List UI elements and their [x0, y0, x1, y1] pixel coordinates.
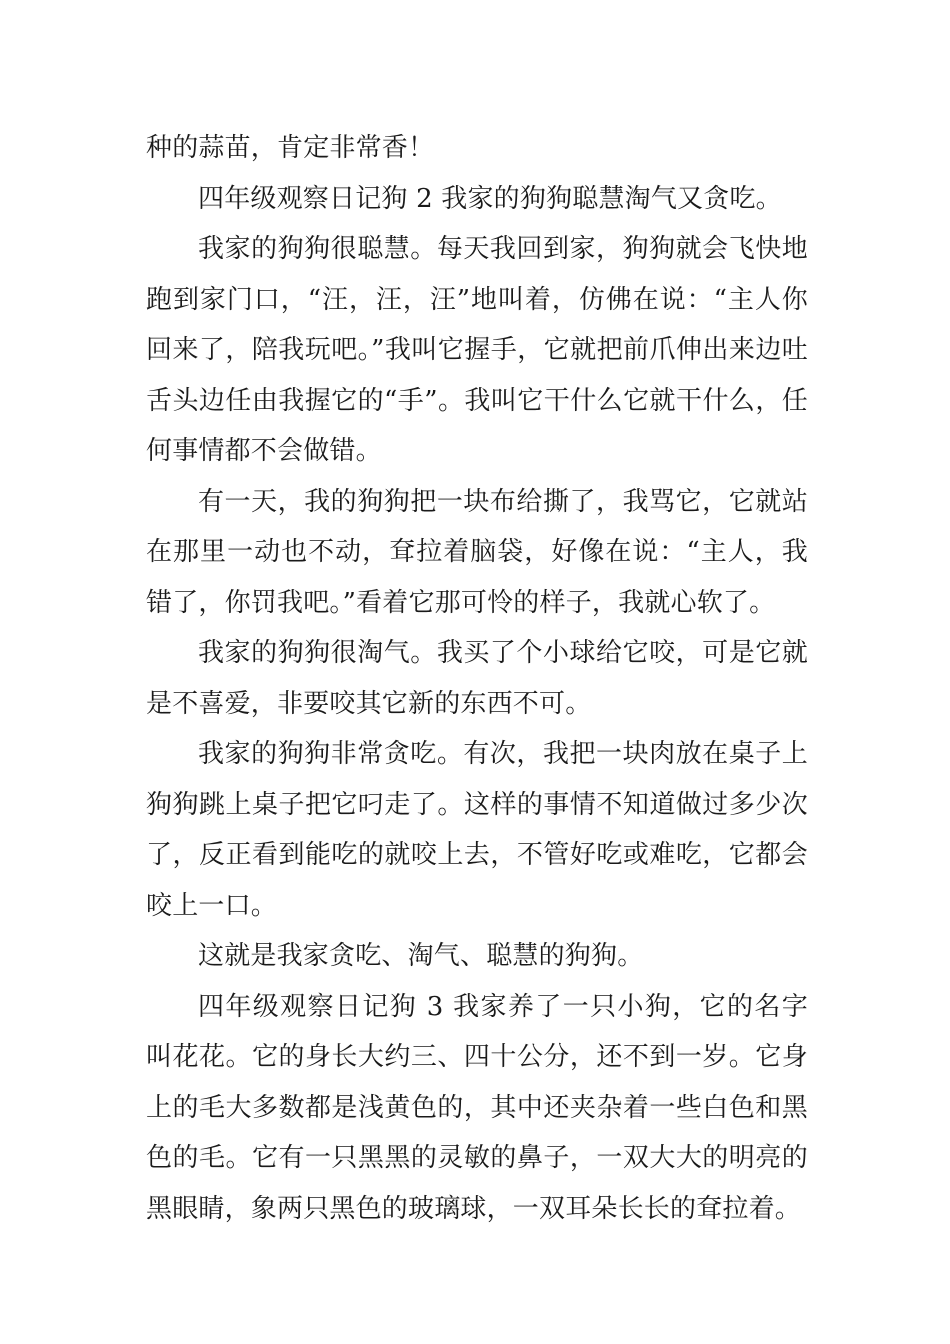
paragraph-1: 种的蒜苗，肯定非常香！	[146, 133, 435, 163]
paragraph-6: 我家的狗狗非常贪吃。有次，我把一块肉放在桌子上狗狗跳上桌子把它叼走了。这样的事情不知道做过多少次了，反正看到能吃的就咬上去，不管好吃或难吃，它都会咬上一口。	[146, 739, 808, 921]
paragraph-5: 我家的狗狗很淘气。我买了个小球给它咬，可是它就是不喜爱，非要咬其它新的东西不可。	[146, 638, 808, 719]
paragraph-7: 这就是我家贪吃、淘气、聪慧的狗狗。	[198, 941, 644, 971]
document-body	[146, 123, 808, 1234]
paragraph-3: 我家的狗狗很聪慧。每天我回到家，狗狗就会飞快地跑到家门口，“汪，汪，汪”地叫着，仿佛在说：“主人你回来了，陪我玩吧。”我叫它握手，它就把前爪伸出来边吐舌头边任由我握它的“手”。我叫它干什么它就干什么，任何事情都不会做错。	[146, 234, 808, 466]
paragraph-4: 有一天，我的狗狗把一块布给撕了，我骂它，它就站在那里一动也不动，耷拉着脑袋，好像在说：“主人，我错了，你罚我吧。”看着它那可怜的样子，我就心软了。	[146, 486, 808, 618]
paragraph-2: 四年级观察日记狗 2 我家的狗狗聪慧淘气又贪吃。	[198, 183, 782, 214]
paragraph-8: 四年级观察日记狗 3 我家养了一只小狗，它的名字叫花花。它的身长大约三、四十公分，还不到一岁。它身上的毛大多数都是浅黄色的，其中还夹杂着一些白色和黑色的毛。它有一只黑黑的灵敏的鼻子，一双大大的明亮的黑眼睛，象两只黑色的玻璃球，一双耳朵长长的耷拉着。	[146, 991, 808, 1224]
